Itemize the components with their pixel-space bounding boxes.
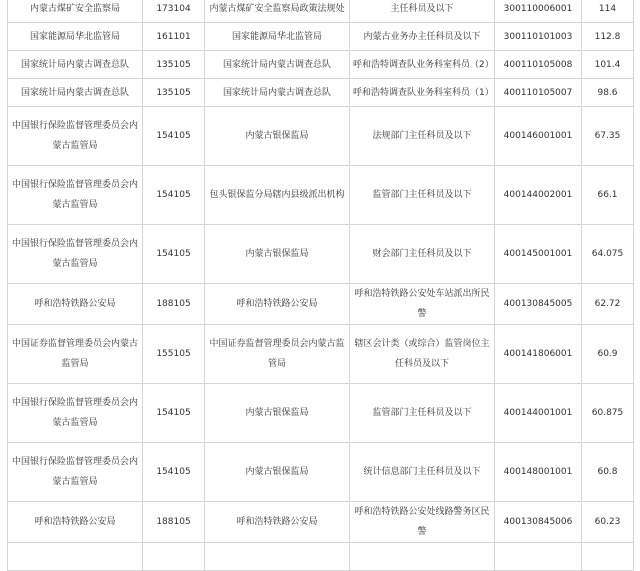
agency-cell-text: 中国银行保险监督管理委员会内蒙古监管局 xyxy=(11,180,138,210)
department-cell xyxy=(205,443,350,502)
department-cell-text: 内蒙古银保监局 xyxy=(245,249,309,259)
agency-cell xyxy=(8,384,143,443)
score-cell-text: 101.4 xyxy=(594,59,621,70)
department-cell-text: 内蒙古银保监局 xyxy=(245,467,309,477)
department-cell-text: 呼和浩特铁路公安局 xyxy=(236,299,318,309)
unit-code-cell xyxy=(143,166,205,225)
score-cell xyxy=(582,107,634,166)
score-cell xyxy=(582,384,634,443)
results-table xyxy=(7,0,634,571)
position-cell-text: 呼和浩特铁路公安处车站派出所民警 xyxy=(354,289,490,319)
position-code-cell xyxy=(495,284,582,325)
agency-cell-text: 中国证券监督管理委员会内蒙古监管局 xyxy=(11,339,138,369)
unit-code-cell xyxy=(143,79,205,107)
department-cell xyxy=(205,166,350,225)
department-cell xyxy=(205,51,350,79)
department-cell xyxy=(205,23,350,51)
position-cell xyxy=(350,51,495,79)
position-code-cell-text: 400130845006 xyxy=(503,517,573,527)
department-cell-text: 包头银保监分局辖内县级派出机构 xyxy=(209,190,345,200)
unit-code-cell xyxy=(143,0,205,23)
unit-code-cell-text: 188105 xyxy=(156,299,191,309)
department-cell xyxy=(205,502,350,543)
position-cell xyxy=(350,225,495,284)
agency-cell-text: 中国银行保险监督管理委员会内蒙古监管局 xyxy=(11,121,138,151)
unit-code-cell xyxy=(143,23,205,51)
agency-cell-text: 呼和浩特铁路公安局 xyxy=(34,517,116,527)
position-cell xyxy=(350,543,495,571)
table-row xyxy=(8,0,634,23)
position-code-cell-text: 400141806001 xyxy=(503,349,573,359)
position-cell-text: 呼和浩特调查队业务科室科员（1） xyxy=(353,87,494,98)
agency-cell-text: 中国银行保险监督管理委员会内蒙古监管局 xyxy=(11,239,138,269)
table-row xyxy=(8,166,634,225)
position-cell-text: 监管部门主任科员及以下 xyxy=(372,408,472,418)
position-code-cell-text: 400144002001 xyxy=(503,190,573,200)
score-cell-text: 60.875 xyxy=(591,408,624,418)
agency-cell-text: 中国银行保险监督管理委员会内蒙古监管局 xyxy=(11,398,138,428)
position-code-cell xyxy=(495,107,582,166)
table-row xyxy=(8,443,634,502)
unit-code-cell xyxy=(143,107,205,166)
agency-cell-text: 国家统计局内蒙古调查总队 xyxy=(20,59,129,70)
table-row xyxy=(8,284,634,325)
unit-code-cell xyxy=(143,443,205,502)
unit-code-cell xyxy=(143,51,205,79)
position-cell-text: 呼和浩特调查队业务科室科员（2） xyxy=(353,59,494,70)
score-cell xyxy=(582,502,634,543)
table-row xyxy=(8,502,634,543)
position-code-cell-text: 400145001001 xyxy=(503,249,573,259)
agency-cell xyxy=(8,325,143,384)
score-cell-text: 98.6 xyxy=(597,87,618,98)
position-code-cell xyxy=(495,384,582,443)
unit-code-cell xyxy=(143,543,205,571)
unit-code-cell xyxy=(143,284,205,325)
score-cell xyxy=(582,325,634,384)
score-cell-text: 60.8 xyxy=(597,467,618,477)
agency-cell-text: 中国银行保险监督管理委员会内蒙古监管局 xyxy=(11,457,138,487)
unit-code-cell-text: 188105 xyxy=(156,517,191,527)
unit-code-cell-text: 154105 xyxy=(156,190,191,200)
position-cell-text: 辖区会计类（或综合）监管岗位主任科员及以下 xyxy=(354,339,490,369)
score-cell xyxy=(582,443,634,502)
agency-cell xyxy=(8,79,143,107)
department-cell-text: 国家统计局内蒙古调查总队 xyxy=(222,59,331,70)
agency-cell xyxy=(8,284,143,325)
unit-code-cell xyxy=(143,502,205,543)
score-cell-text: 112.8 xyxy=(594,31,621,42)
unit-code-cell xyxy=(143,325,205,384)
department-cell xyxy=(205,384,350,443)
table-row xyxy=(8,107,634,166)
position-cell xyxy=(350,325,495,384)
position-code-cell xyxy=(495,225,582,284)
agency-cell xyxy=(8,443,143,502)
position-code-cell xyxy=(495,166,582,225)
department-cell xyxy=(205,107,350,166)
department-cell-text: 内蒙古银保监局 xyxy=(245,131,309,141)
position-code-cell-text: 300110101003 xyxy=(503,31,573,42)
position-code-cell xyxy=(495,51,582,79)
position-cell xyxy=(350,0,495,23)
department-cell-text: 中国证券监督管理委员会内蒙古监管局 xyxy=(209,339,345,369)
unit-code-cell xyxy=(143,384,205,443)
score-cell xyxy=(582,166,634,225)
position-cell xyxy=(350,23,495,51)
position-cell xyxy=(350,502,495,543)
score-cell xyxy=(582,79,634,107)
score-cell xyxy=(582,543,634,571)
position-code-cell xyxy=(495,23,582,51)
position-cell-text: 统计信息部门主任科员及以下 xyxy=(363,467,481,477)
unit-code-cell-text: 161101 xyxy=(156,31,191,42)
agency-cell xyxy=(8,166,143,225)
position-cell-text: 内蒙古业务办主任科员及以下 xyxy=(363,31,481,42)
score-cell xyxy=(582,0,634,23)
position-code-cell xyxy=(495,0,582,23)
position-code-cell-text: 400110105007 xyxy=(503,87,573,98)
position-cell xyxy=(350,284,495,325)
position-code-cell xyxy=(495,502,582,543)
department-cell-text: 国家统计局内蒙古调查总队 xyxy=(222,87,331,98)
department-cell xyxy=(205,325,350,384)
unit-code-cell-text: 154105 xyxy=(156,131,191,141)
results-table-body xyxy=(8,0,634,571)
table-row xyxy=(8,325,634,384)
table-row xyxy=(8,543,634,571)
position-cell-text: 主任科员及以下 xyxy=(390,3,454,14)
position-code-cell xyxy=(495,443,582,502)
agency-cell xyxy=(8,225,143,284)
position-code-cell-text: 400148001001 xyxy=(503,467,573,477)
table-row xyxy=(8,51,634,79)
score-cell-text: 66.1 xyxy=(597,190,618,200)
agency-cell-text: 呼和浩特铁路公安局 xyxy=(34,299,116,309)
department-cell xyxy=(205,79,350,107)
unit-code-cell xyxy=(143,225,205,284)
results-table-container xyxy=(7,0,633,571)
position-cell-text: 财会部门主任科员及以下 xyxy=(372,249,472,259)
score-cell-text: 60.23 xyxy=(594,517,621,527)
department-cell-text: 内蒙古银保监局 xyxy=(245,408,309,418)
position-code-cell-text: 400130845005 xyxy=(503,299,573,309)
department-cell xyxy=(205,225,350,284)
score-cell xyxy=(582,284,634,325)
position-cell xyxy=(350,384,495,443)
table-row xyxy=(8,23,634,51)
unit-code-cell-text: 154105 xyxy=(156,249,191,259)
unit-code-cell-text: 155105 xyxy=(156,349,191,359)
position-cell xyxy=(350,443,495,502)
position-cell-text: 监管部门主任科员及以下 xyxy=(372,190,472,200)
position-cell-text: 法规部门主任科员及以下 xyxy=(372,131,472,141)
position-cell xyxy=(350,107,495,166)
agency-cell xyxy=(8,51,143,79)
position-code-cell-text: 400144001001 xyxy=(503,408,573,418)
position-code-cell-text: 400110105008 xyxy=(503,59,573,70)
unit-code-cell-text: 154105 xyxy=(156,467,191,477)
unit-code-cell-text: 154105 xyxy=(156,408,191,418)
position-code-cell xyxy=(495,79,582,107)
table-row xyxy=(8,384,634,443)
score-cell-text: 67.35 xyxy=(594,131,621,141)
agency-cell xyxy=(8,502,143,543)
score-cell-text: 60.9 xyxy=(597,349,618,359)
position-code-cell xyxy=(495,543,582,571)
score-cell-text: 62.72 xyxy=(594,299,621,309)
unit-code-cell-text: 135105 xyxy=(156,87,191,98)
position-code-cell-text: 300110006001 xyxy=(503,3,573,14)
agency-cell xyxy=(8,543,143,571)
score-cell-text: 64.075 xyxy=(591,249,624,259)
score-cell-text: 114 xyxy=(598,3,617,14)
score-cell xyxy=(582,23,634,51)
unit-code-cell-text: 135105 xyxy=(156,59,191,70)
agency-cell xyxy=(8,107,143,166)
position-code-cell xyxy=(495,325,582,384)
department-cell-text: 国家能源局华北监管局 xyxy=(231,31,322,42)
table-row xyxy=(8,79,634,107)
position-cell xyxy=(350,166,495,225)
position-cell-text: 呼和浩特铁路公安处线路警务区民警 xyxy=(354,507,490,537)
position-code-cell-text: 400146001001 xyxy=(503,131,573,141)
agency-cell xyxy=(8,0,143,23)
table-row xyxy=(8,225,634,284)
agency-cell xyxy=(8,23,143,51)
agency-cell-text: 国家统计局内蒙古调查总队 xyxy=(20,87,129,98)
position-cell xyxy=(350,79,495,107)
score-cell xyxy=(582,225,634,284)
department-cell-text: 内蒙古煤矿安全监察局政策法规处 xyxy=(209,3,345,14)
agency-cell-text: 内蒙古煤矿安全监察局 xyxy=(29,3,120,14)
unit-code-cell-text: 173104 xyxy=(156,3,191,14)
department-cell xyxy=(205,284,350,325)
department-cell xyxy=(205,543,350,571)
department-cell-text: 呼和浩特铁路公安局 xyxy=(236,517,318,527)
score-cell xyxy=(582,51,634,79)
department-cell xyxy=(205,0,350,23)
agency-cell-text: 国家能源局华北监管局 xyxy=(29,31,120,42)
